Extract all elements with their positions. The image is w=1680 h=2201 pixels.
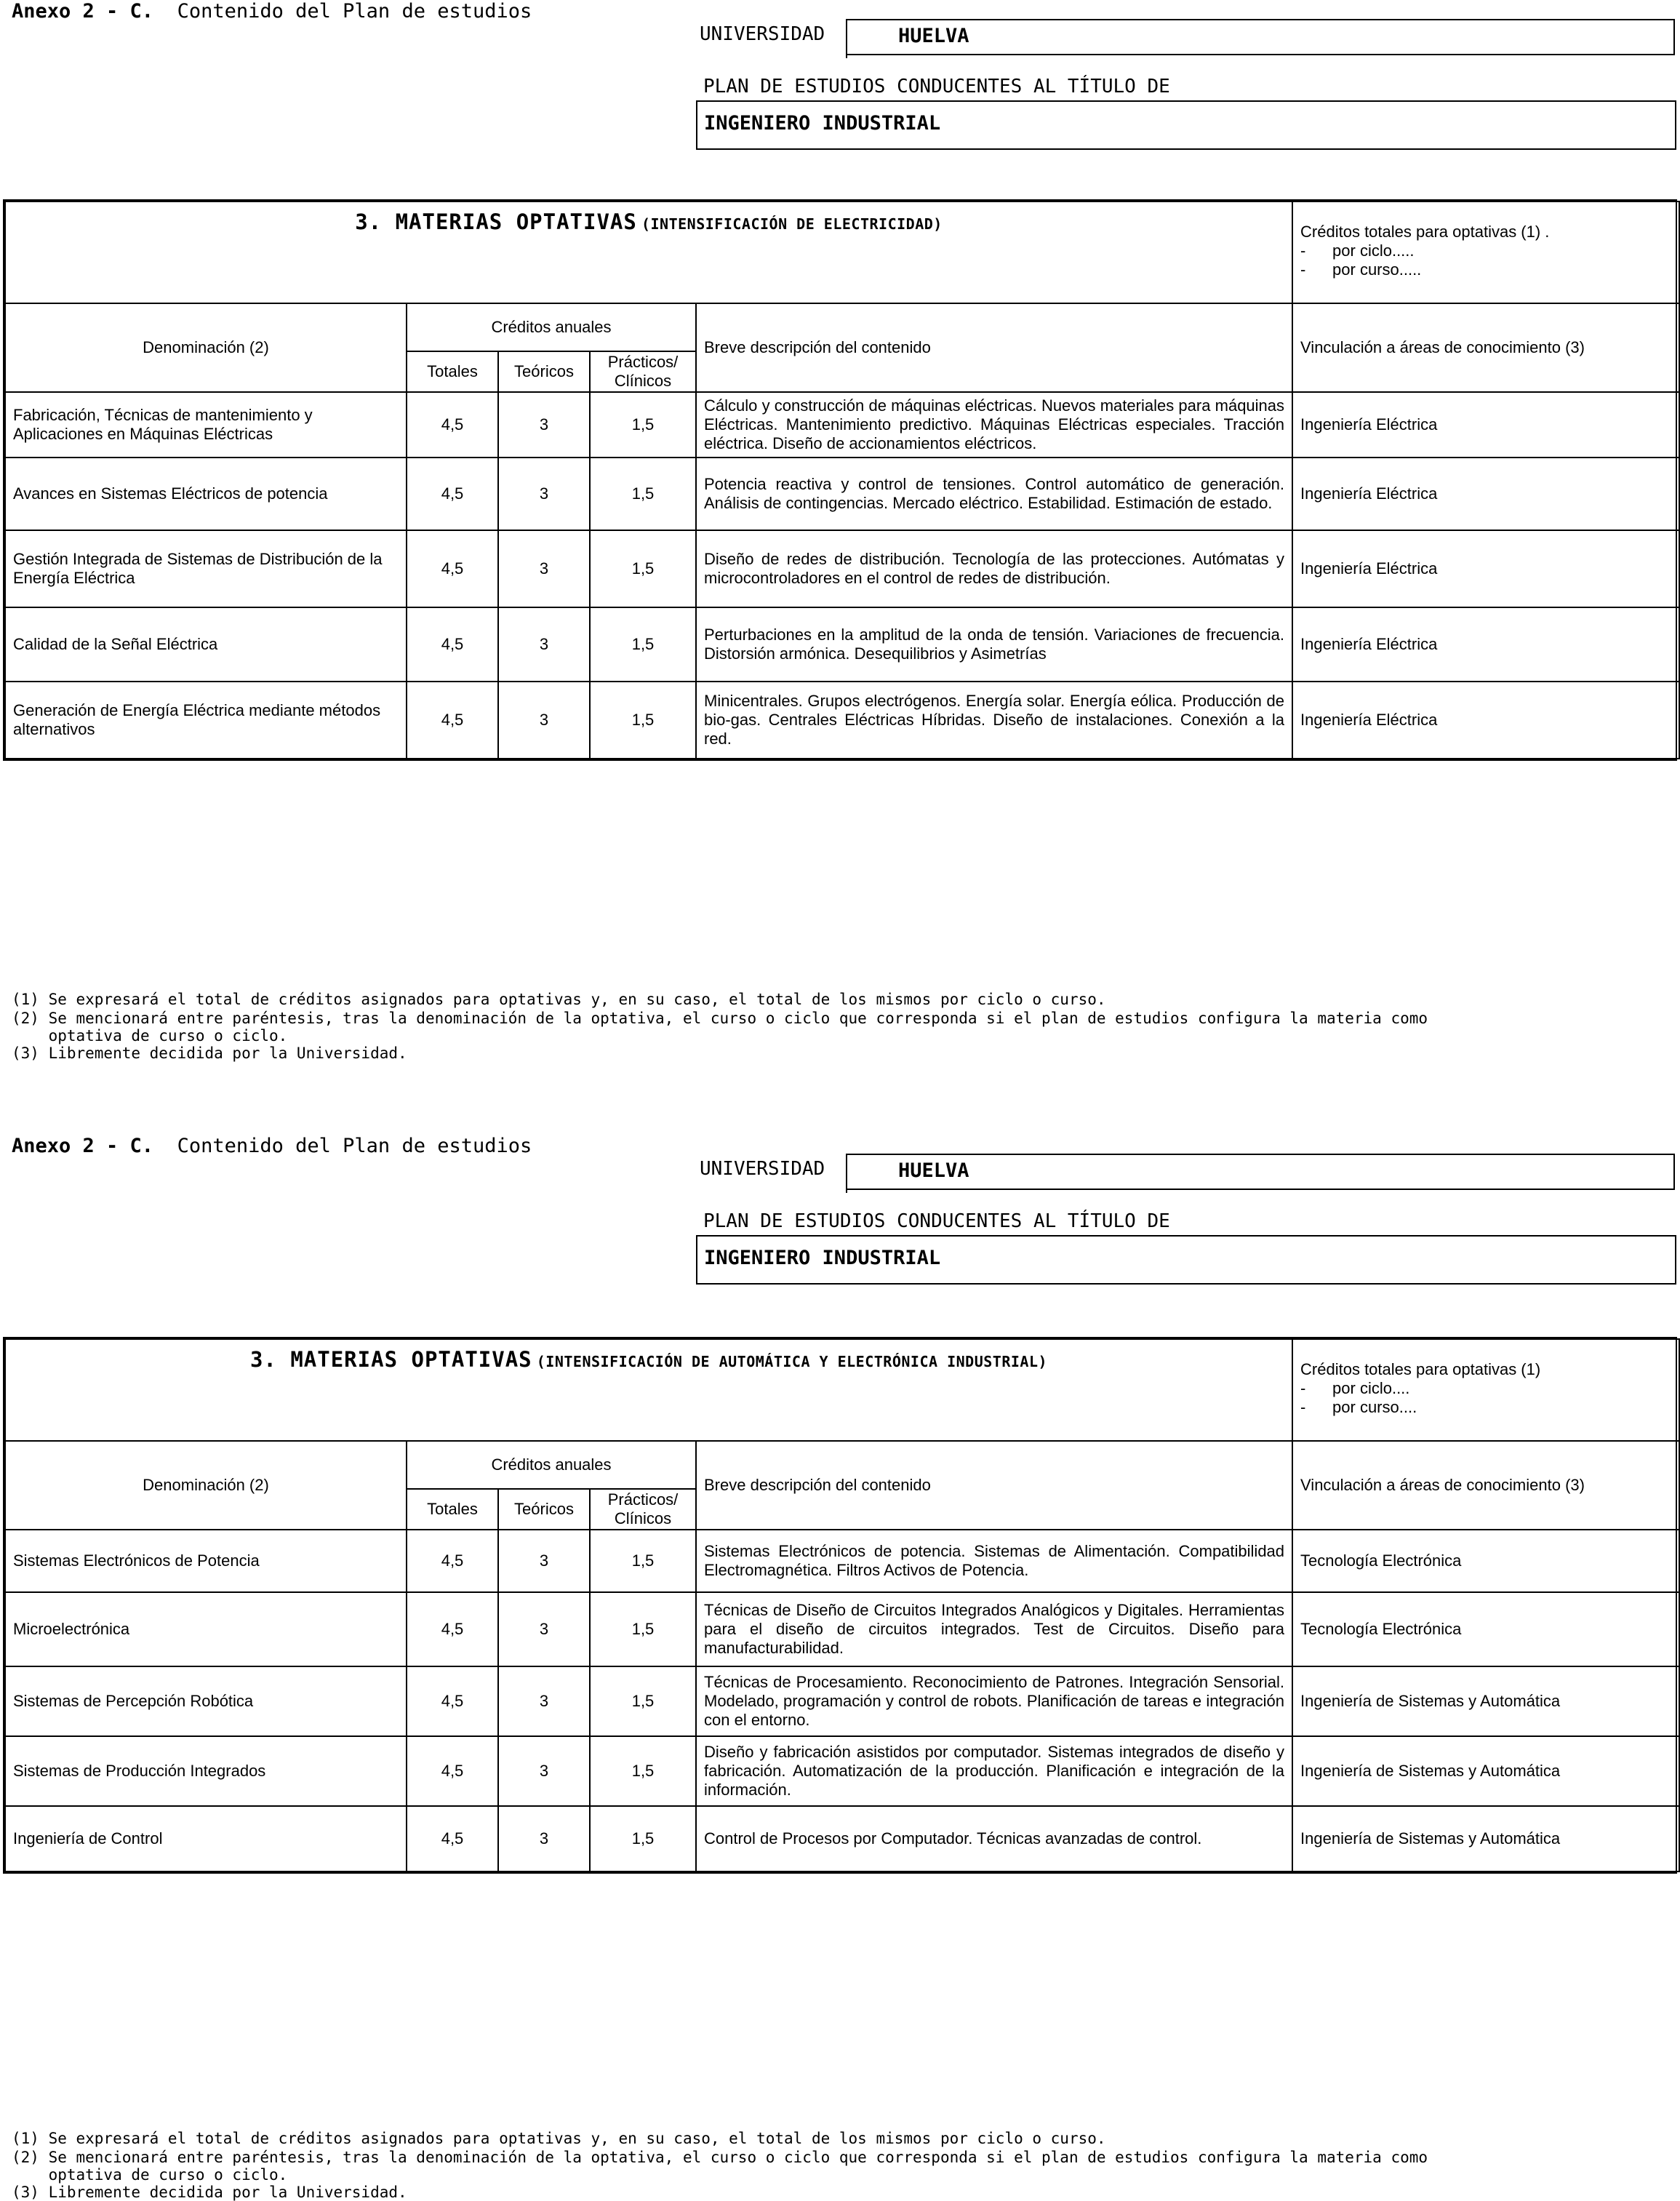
row-totales: 4,5 bbox=[407, 530, 498, 607]
table-row bbox=[5, 682, 1679, 759]
footnote-3: (3) Libremente decidida por la Universidad. bbox=[12, 1044, 407, 1062]
totals-title: Créditos totales para optativas (1) . bbox=[1300, 223, 1550, 241]
university-label: UNIVERSIDAD bbox=[700, 1158, 825, 1180]
row-practicos: 1,5 bbox=[590, 1806, 696, 1872]
row-area: Ingeniería de Sistemas y Automática bbox=[1292, 1736, 1679, 1806]
row-totales: 4,5 bbox=[407, 392, 498, 458]
col-practicos: Prácticos/ Clínicos bbox=[590, 1489, 696, 1530]
row-name: Microelectrónica bbox=[5, 1592, 407, 1666]
row-name: Generación de Energía Eléctrica mediante métodos alternativos bbox=[5, 682, 407, 759]
optativas-table bbox=[3, 1337, 1677, 1874]
row-descripcion: Potencia reactiva y control de tensiones. Control automático de generación. Análisis de contingencias. Mercado eléctrico. Estabilidad. Estimación de estado. bbox=[696, 458, 1292, 530]
row-totales: 4,5 bbox=[407, 1736, 498, 1806]
row-name: Calidad de la Señal Eléctrica bbox=[5, 607, 407, 682]
row-teoricos: 3 bbox=[498, 1666, 590, 1736]
totals-ciclo: - por ciclo.... bbox=[1300, 1379, 1410, 1397]
row-area: Ingeniería Eléctrica bbox=[1292, 530, 1679, 607]
totals-cell bbox=[1292, 1339, 1679, 1441]
row-totales: 4,5 bbox=[407, 1806, 498, 1872]
row-totales: 4,5 bbox=[407, 682, 498, 759]
row-area: Tecnología Electrónica bbox=[1292, 1592, 1679, 1666]
footnote-1: (1) Se expresará el total de créditos asignados para optativas y, en su caso, el total de los mismos por ciclo o curso. bbox=[12, 991, 1106, 1008]
row-descripcion: Técnicas de Procesamiento. Reconocimiento de Patrones. Integración Sensorial. Modelado, programación y control de robots. Planificación de tareas e integración con el entorno. bbox=[696, 1666, 1292, 1736]
university-box-tick bbox=[846, 19, 847, 58]
row-name: Sistemas de Percepción Robótica bbox=[5, 1666, 407, 1736]
row-practicos: 1,5 bbox=[590, 1736, 696, 1806]
footnote-1: (1) Se expresará el total de créditos asignados para optativas y, en su caso, el total de los mismos por ciclo o curso. bbox=[12, 2130, 1106, 2147]
row-area: Ingeniería Eléctrica bbox=[1292, 682, 1679, 759]
col-teoricos: Teóricos bbox=[498, 351, 590, 392]
col-vinculacion: Vinculación a áreas de conocimiento (3) bbox=[1292, 303, 1679, 392]
row-practicos: 1,5 bbox=[590, 1592, 696, 1666]
degree-title: INGENIERO INDUSTRIAL bbox=[704, 1247, 941, 1269]
totals-curso: - por curso.... bbox=[1300, 1398, 1417, 1416]
annex-label: Anexo 2 - C. Contenido del Plan de estudios bbox=[12, 1135, 532, 1157]
col-creditos: Créditos anuales bbox=[407, 303, 696, 351]
row-teoricos: 3 bbox=[498, 682, 590, 759]
row-practicos: 1,5 bbox=[590, 1530, 696, 1592]
table-heading bbox=[5, 201, 1292, 303]
totals-ciclo: - por ciclo..... bbox=[1300, 241, 1415, 260]
row-totales: 4,5 bbox=[407, 1530, 498, 1592]
row-practicos: 1,5 bbox=[590, 1666, 696, 1736]
row-teoricos: 3 bbox=[498, 607, 590, 682]
row-name: Sistemas Electrónicos de Potencia bbox=[5, 1530, 407, 1592]
row-practicos: 1,5 bbox=[590, 392, 696, 458]
table-row bbox=[5, 1736, 1679, 1806]
row-descripcion: Perturbaciones en la amplitud de la onda de tensión. Variaciones de frecuencia. Distorsión armónica. Desequilibrios y Asimetrías bbox=[696, 607, 1292, 682]
footnote-3: (3) Libremente decidida por la Universidad. bbox=[12, 2184, 407, 2201]
row-practicos: 1,5 bbox=[590, 458, 696, 530]
row-descripcion: Minicentrales. Grupos electrógenos. Energía solar. Energía eólica. Producción de bio-gas. Centrales Eléctricas Híbridas. Diseño de instalaciones. Conexión a la red. bbox=[696, 682, 1292, 759]
table-row bbox=[5, 392, 1679, 458]
row-teoricos: 3 bbox=[498, 1592, 590, 1666]
totals-title: Créditos totales para optativas (1) bbox=[1300, 1360, 1541, 1378]
footnote-2: (2) Se mencionará entre paréntesis, tras la denominación de la optativa, el curso o ciclo que corresponda si el plan de estudios configura la materia como optativa de curso o ciclo. bbox=[12, 2149, 1428, 2184]
plan-label: PLAN DE ESTUDIOS CONDUCENTES AL TÍTULO DE bbox=[703, 1210, 1170, 1232]
row-descripcion: Sistemas Electrónicos de potencia. Sistemas de Alimentación. Compatibilidad Electromagnética. Filtros Activos de Potencia. bbox=[696, 1530, 1292, 1592]
row-name: Gestión Integrada de Sistemas de Distribución de la Energía Eléctrica bbox=[5, 530, 407, 607]
row-totales: 4,5 bbox=[407, 458, 498, 530]
col-denominacion: Denominación (2) bbox=[5, 303, 407, 392]
heading-sub: (INTENSIFICACIÓN DE ELECTRICIDAD) bbox=[641, 215, 943, 233]
col-teoricos: Teóricos bbox=[498, 1489, 590, 1530]
row-area: Ingeniería de Sistemas y Automática bbox=[1292, 1806, 1679, 1872]
col-descripcion: Breve descripción del contenido bbox=[696, 1441, 1292, 1530]
annex-label: Anexo 2 - C. Contenido del Plan de estudios bbox=[12, 0, 532, 23]
row-teoricos: 3 bbox=[498, 1736, 590, 1806]
heading-main: 3. MATERIAS OPTATIVAS bbox=[249, 1347, 532, 1372]
row-teoricos: 3 bbox=[498, 458, 590, 530]
table-heading bbox=[5, 1339, 1292, 1441]
table-row bbox=[5, 1592, 1679, 1666]
table-row bbox=[5, 607, 1679, 682]
university-value: HUELVA bbox=[898, 25, 969, 47]
col-totales: Totales bbox=[407, 351, 498, 392]
row-descripcion: Control de Procesos por Computador. Técnicas avanzadas de control. bbox=[696, 1806, 1292, 1872]
heading-main: 3. MATERIAS OPTATIVAS bbox=[355, 209, 637, 234]
totals-curso: - por curso..... bbox=[1300, 260, 1422, 279]
row-descripcion: Diseño de redes de distribución. Tecnología de las protecciones. Autómatas y microcontroladores en el control de redes de distribución. bbox=[696, 530, 1292, 607]
col-descripcion: Breve descripción del contenido bbox=[696, 303, 1292, 392]
row-area: Ingeniería Eléctrica bbox=[1292, 392, 1679, 458]
row-descripcion: Diseño y fabricación asistidos por computador. Sistemas integrados de diseño y fabricación. Automatización de la producción. Planificación e integración de la información. bbox=[696, 1736, 1292, 1806]
row-name: Sistemas de Producción Integrados bbox=[5, 1736, 407, 1806]
heading-sub: (INTENSIFICACIÓN DE AUTOMÁTICA Y ELECTRÓNICA INDUSTRIAL) bbox=[536, 1353, 1048, 1370]
footnote-2: (2) Se mencionará entre paréntesis, tras la denominación de la optativa, el curso o ciclo que corresponda si el plan de estudios configura la materia como optativa de curso o ciclo. bbox=[12, 1010, 1428, 1044]
table-row bbox=[5, 1530, 1679, 1592]
row-name: Ingeniería de Control bbox=[5, 1806, 407, 1872]
row-practicos: 1,5 bbox=[590, 530, 696, 607]
university-label: UNIVERSIDAD bbox=[700, 23, 825, 45]
table-row bbox=[5, 1806, 1679, 1872]
row-area: Ingeniería Eléctrica bbox=[1292, 607, 1679, 682]
university-value: HUELVA bbox=[898, 1159, 969, 1182]
row-practicos: 1,5 bbox=[590, 682, 696, 759]
row-area: Tecnología Electrónica bbox=[1292, 1530, 1679, 1592]
table-row bbox=[5, 1666, 1679, 1736]
degree-title: INGENIERO INDUSTRIAL bbox=[704, 112, 941, 135]
col-totales: Totales bbox=[407, 1489, 498, 1530]
university-box bbox=[846, 19, 1675, 55]
row-teoricos: 3 bbox=[498, 1530, 590, 1592]
optativas-table bbox=[3, 199, 1677, 761]
col-practicos: Prácticos/ Clínicos bbox=[590, 351, 696, 392]
totals-cell bbox=[1292, 201, 1679, 303]
col-creditos: Créditos anuales bbox=[407, 1441, 696, 1489]
row-totales: 4,5 bbox=[407, 1592, 498, 1666]
row-teoricos: 3 bbox=[498, 1806, 590, 1872]
row-area: Ingeniería Eléctrica bbox=[1292, 458, 1679, 530]
row-name: Avances en Sistemas Eléctricos de potencia bbox=[5, 458, 407, 530]
row-totales: 4,5 bbox=[407, 1666, 498, 1736]
row-practicos: 1,5 bbox=[590, 607, 696, 682]
row-area: Ingeniería de Sistemas y Automática bbox=[1292, 1666, 1679, 1736]
row-descripcion: Cálculo y construcción de máquinas eléctricas. Nuevos materiales para máquinas Eléctricas. Mantenimiento predictivo. Máquinas Eléctricas especiales. Tracción eléctrica. Diseño de accionamientos eléctricos. bbox=[696, 392, 1292, 458]
row-teoricos: 3 bbox=[498, 392, 590, 458]
table-row bbox=[5, 530, 1679, 607]
col-vinculacion: Vinculación a áreas de conocimiento (3) bbox=[1292, 1441, 1679, 1530]
university-box bbox=[846, 1154, 1675, 1190]
row-totales: 4,5 bbox=[407, 607, 498, 682]
row-descripcion: Técnicas de Diseño de Circuitos Integrados Analógicos y Digitales. Herramientas para el diseño de circuitos integrados. Test de Circuitos. Diseño para manufacturabilidad. bbox=[696, 1592, 1292, 1666]
plan-label: PLAN DE ESTUDIOS CONDUCENTES AL TÍTULO DE bbox=[703, 76, 1170, 97]
row-name: Fabricación, Técnicas de mantenimiento y Aplicaciones en Máquinas Eléctricas bbox=[5, 392, 407, 458]
col-denominacion: Denominación (2) bbox=[5, 1441, 407, 1530]
university-box-tick bbox=[846, 1154, 847, 1193]
table-row bbox=[5, 458, 1679, 530]
row-teoricos: 3 bbox=[498, 530, 590, 607]
